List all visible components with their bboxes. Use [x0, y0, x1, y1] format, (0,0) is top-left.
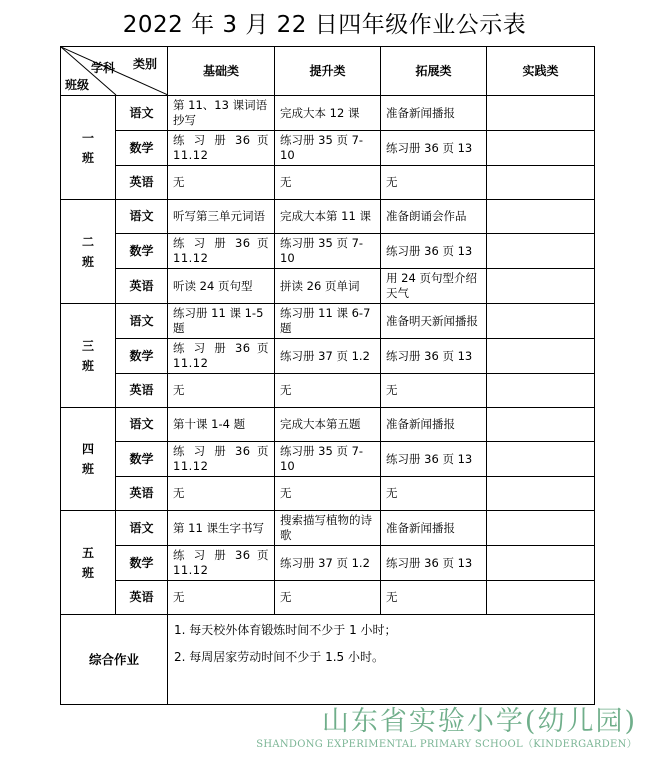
corner-subject-label: 学科	[91, 61, 116, 75]
subject-cell: 数学	[116, 442, 168, 477]
school-logo	[256, 706, 637, 752]
practice-cell	[487, 304, 595, 339]
summary-row	[61, 615, 595, 705]
advanced-cell: 练习册 37 页 1.2	[275, 339, 381, 374]
extended-cell: 准备新闻播报	[381, 408, 487, 442]
table-row	[61, 304, 595, 339]
summary-content	[168, 615, 595, 705]
subject-cell: 数学	[116, 546, 168, 581]
extended-cell: 无	[381, 374, 487, 408]
table-row	[61, 581, 595, 615]
practice-cell	[487, 408, 595, 442]
class-name-char: 班	[81, 358, 94, 373]
column-header-practice: 实践类	[487, 47, 595, 96]
class-name-cell	[61, 96, 116, 200]
basic-cell: 无	[168, 374, 275, 408]
advanced-cell: 无	[275, 477, 381, 511]
class-name-cell	[61, 304, 116, 408]
practice-cell	[487, 339, 595, 374]
subject-cell: 数学	[116, 131, 168, 166]
extended-cell: 练习册 36 页 13	[381, 131, 487, 166]
table-row	[61, 408, 595, 442]
table-row	[61, 96, 595, 131]
advanced-cell: 搜索描写植物的诗歌	[275, 511, 381, 546]
class-name-char: 五	[81, 545, 94, 560]
advanced-cell: 练习册 37 页 1.2	[275, 546, 381, 581]
class-name-char: 二	[81, 234, 94, 249]
page-title: 2022 年 3 月 22 日四年级作业公示表	[122, 12, 527, 38]
class-name-cell	[61, 408, 116, 511]
advanced-cell: 练习册 11 课 6-7 题	[275, 304, 381, 339]
advanced-cell: 完成大本第五题	[275, 408, 381, 442]
extended-cell: 无	[381, 166, 487, 200]
table-row	[61, 131, 595, 166]
subject-cell: 英语	[116, 269, 168, 304]
class-name-char: 班	[81, 462, 94, 476]
column-header-extended: 拓展类	[381, 47, 487, 96]
extended-cell: 练习册 36 页 13	[381, 546, 487, 581]
table-body	[61, 96, 595, 615]
practice-cell	[487, 96, 595, 131]
table-row	[61, 200, 595, 234]
practice-cell	[487, 374, 595, 408]
column-header-advanced: 提升类	[275, 47, 381, 96]
advanced-cell: 无	[275, 166, 381, 200]
table-row	[61, 166, 595, 200]
summary-item: 2. 每周居家劳动时间不少于 1.5 小时。	[174, 650, 384, 664]
advanced-cell: 无	[275, 374, 381, 408]
summary-label: 综合作业	[61, 615, 168, 705]
table-row	[61, 269, 595, 304]
advanced-cell: 练习册 35 页 7-10	[275, 234, 381, 269]
basic-cell: 练习册 11 课 1-5 题	[168, 304, 275, 339]
class-name-char: 班	[81, 150, 94, 165]
advanced-cell: 无	[275, 581, 381, 615]
subject-cell: 数学	[116, 234, 168, 269]
advanced-cell: 拼读 26 页单词	[275, 269, 381, 304]
practice-cell	[487, 581, 595, 615]
header-corner-cell	[61, 47, 168, 96]
practice-cell	[487, 200, 595, 234]
basic-cell: 练 习 册 36 页 11.12	[168, 442, 275, 477]
basic-cell: 第 11、13 课词语抄写	[168, 96, 275, 131]
subject-cell: 英语	[116, 581, 168, 615]
practice-cell	[487, 234, 595, 269]
basic-cell: 练 习 册 36 页 11.12	[168, 546, 275, 581]
class-name-char: 班	[81, 565, 94, 580]
corner-category-label: 类别	[132, 57, 157, 71]
practice-cell	[487, 511, 595, 546]
summary-item: 1. 每天校外体育锻炼时间不少于 1 小时；	[174, 623, 397, 637]
class-name-char: 班	[81, 254, 94, 269]
table-row	[61, 442, 595, 477]
subject-cell: 语文	[116, 200, 168, 234]
extended-cell: 准备朗诵会作品	[381, 200, 487, 234]
table-row	[61, 234, 595, 269]
subject-cell: 语文	[116, 511, 168, 546]
subject-cell: 英语	[116, 374, 168, 408]
extended-cell: 练习册 36 页 13	[381, 234, 487, 269]
extended-cell: 准备明天新闻播报	[381, 304, 487, 339]
extended-cell: 无	[381, 477, 487, 511]
basic-cell: 听写第三单元词语	[168, 200, 275, 234]
advanced-cell: 练习册 35 页 7-10	[275, 442, 381, 477]
subject-cell: 语文	[116, 304, 168, 339]
basic-cell: 练 习 册 36 页 11.12	[168, 131, 275, 166]
table-row	[61, 511, 595, 546]
basic-cell: 练 习 册 36 页 11.12	[168, 339, 275, 374]
school-name-cn: 山东省实验小学(幼儿园)	[321, 706, 637, 737]
basic-cell: 第十课 1-4 题	[168, 408, 275, 442]
advanced-cell: 完成大本 12 课	[275, 96, 381, 131]
table-row	[61, 477, 595, 511]
basic-cell: 无	[168, 166, 275, 200]
subject-cell: 语文	[116, 96, 168, 131]
table-row	[61, 339, 595, 374]
extended-cell: 准备新闻播报	[381, 511, 487, 546]
basic-cell: 第 11 课生字书写	[168, 511, 275, 546]
extended-cell: 练习册 36 页 13	[381, 442, 487, 477]
extended-cell: 准备新闻播报	[381, 96, 487, 131]
column-header-basic: 基础类	[168, 47, 275, 96]
practice-cell	[487, 442, 595, 477]
extended-cell: 练习册 36 页 13	[381, 339, 487, 374]
basic-cell: 无	[168, 477, 275, 511]
class-name-char: 一	[81, 130, 94, 145]
practice-cell	[487, 131, 595, 166]
table-row	[61, 546, 595, 581]
corner-class-label: 班级	[65, 78, 90, 92]
practice-cell	[487, 269, 595, 304]
school-name-en: SHANDONG EXPERIMENTAL PRIMARY SCHOOL（KINDERGARDEN）	[256, 739, 637, 750]
basic-cell: 听读 24 页句型	[168, 269, 275, 304]
advanced-cell: 练习册 35 页 7-10	[275, 131, 381, 166]
subject-cell: 英语	[116, 166, 168, 200]
extended-cell: 无	[381, 581, 487, 615]
homework-table	[60, 46, 595, 705]
practice-cell	[487, 477, 595, 511]
advanced-cell: 完成大本第 11 课	[275, 200, 381, 234]
basic-cell: 练 习 册 36 页 11.12	[168, 234, 275, 269]
subject-cell: 英语	[116, 477, 168, 511]
class-name-char: 四	[81, 442, 94, 456]
subject-cell: 语文	[116, 408, 168, 442]
extended-cell: 用 24 页句型介绍天气	[381, 269, 487, 304]
basic-cell: 无	[168, 581, 275, 615]
practice-cell	[487, 546, 595, 581]
table-row	[61, 374, 595, 408]
class-name-cell	[61, 200, 116, 304]
subject-cell: 数学	[116, 339, 168, 374]
practice-cell	[487, 166, 595, 200]
class-name-cell	[61, 511, 116, 615]
class-name-char: 三	[81, 338, 94, 353]
